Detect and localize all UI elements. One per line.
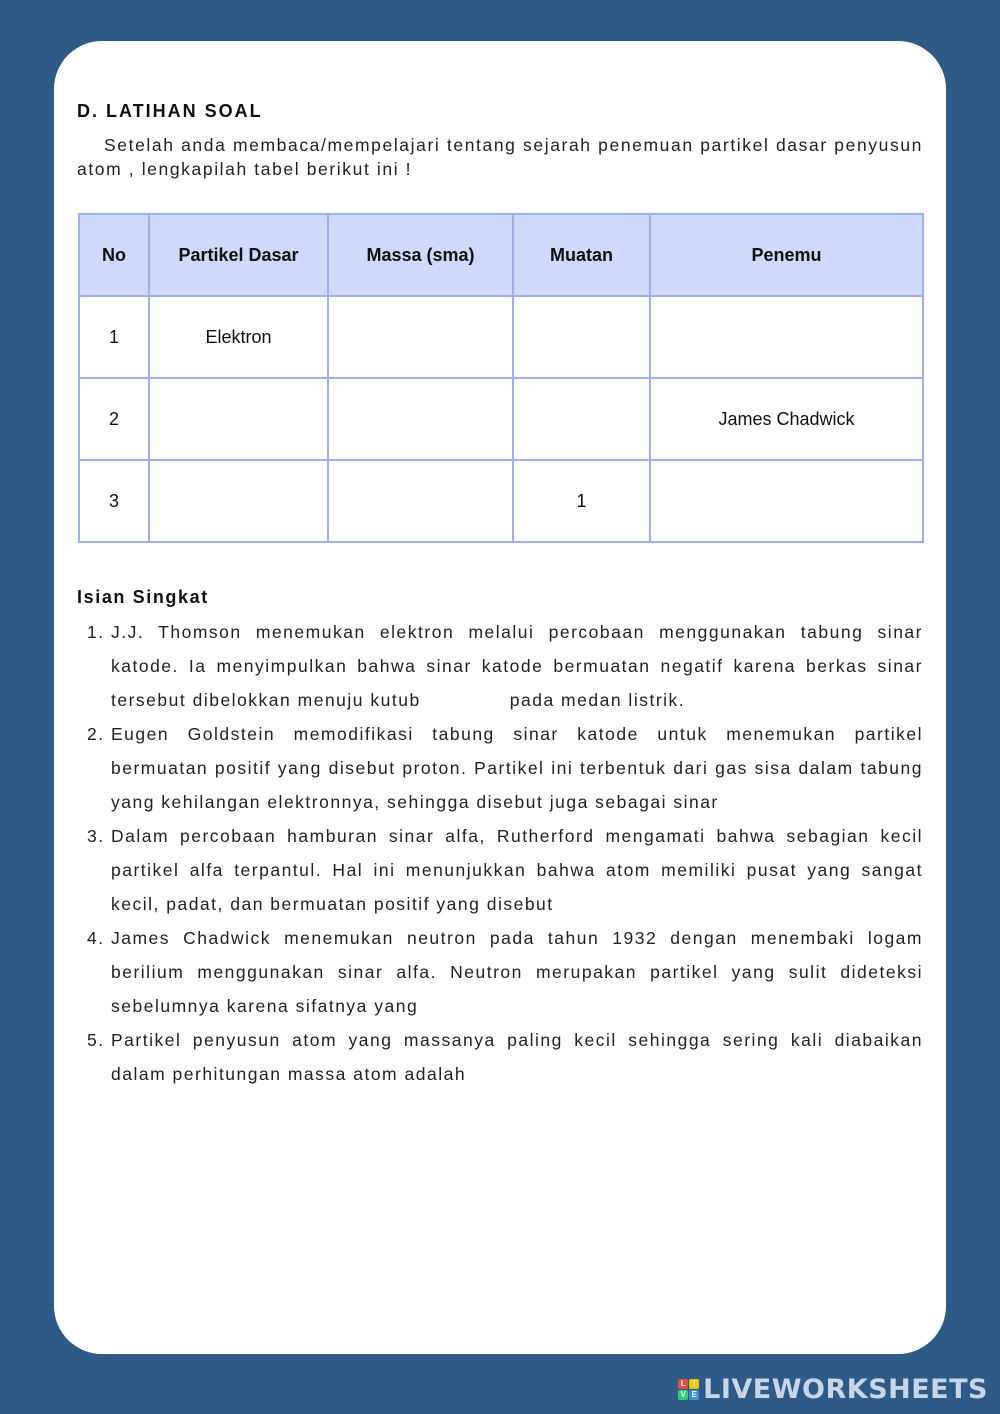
table-header-row — [79, 214, 923, 296]
question-item: 1. J.J. Thomson menemukan elektron melalui percobaan menggunakan tabung sinar katode. Ia menyimpulkan bahwa sinar katode bermuatan negatif karena berkas sinar tersebut dibelokkan menuju kutub pada medan listrik. — [111, 615, 923, 717]
header-mass: Massa (sma) — [328, 214, 513, 296]
question-item: 4. James Chadwick menemukan neutron pada tahun 1932 dengan menembaki logam berilium menggunakan sinar alfa. Neutron merupakan partikel yang sulit dideteksi sebelumnya karena sifatnya yang — [111, 921, 923, 1023]
question-item: 5. Partikel penyusun atom yang massanya paling kecil sehingga sering kali diabaikan dalam perhitungan massa atom adalah — [111, 1023, 923, 1091]
cell-mass-answer[interactable] — [328, 460, 513, 542]
cell-discoverer-answer[interactable] — [650, 296, 923, 378]
cell-no: 3 — [79, 460, 149, 542]
logo-square: V — [678, 1390, 688, 1400]
table-row — [79, 378, 923, 460]
question-list — [77, 615, 930, 1091]
table-row — [79, 460, 923, 542]
logo-square: I — [689, 1379, 699, 1389]
cell-discoverer-answer[interactable] — [650, 460, 923, 542]
worksheet-card — [54, 41, 946, 1354]
liveworksheets-watermark — [678, 1374, 988, 1404]
header-particle: Partikel Dasar — [149, 214, 328, 296]
question-item: 3. Dalam percobaan hamburan sinar alfa, Rutherford mengamati bahwa sebagian kecil partikel alfa terpantul. Hal ini menunjukkan bahwa atom memiliki pusat yang sangat kecil, padat, dan bermuatan positif yang disebut — [111, 819, 923, 921]
short-answer-title: Isian Singkat — [77, 587, 209, 607]
cell-charge-answer[interactable] — [513, 296, 650, 378]
header-charge: Muatan — [513, 214, 650, 296]
particle-table — [78, 213, 924, 543]
cell-discoverer: James Chadwick — [650, 378, 923, 460]
cell-charge-answer[interactable] — [513, 378, 650, 460]
cell-no: 2 — [79, 378, 149, 460]
header-discoverer: Penemu — [650, 214, 923, 296]
logo-square: E — [689, 1390, 699, 1400]
table-row — [79, 296, 923, 378]
cell-particle: Elektron — [149, 296, 328, 378]
cell-mass-answer[interactable] — [328, 378, 513, 460]
cell-no: 1 — [79, 296, 149, 378]
cell-particle-answer[interactable] — [149, 378, 328, 460]
header-no: No — [79, 214, 149, 296]
cell-charge: 1 — [513, 460, 650, 542]
watermark-text: LIVEWORKSHEETS — [703, 1373, 988, 1405]
intro-paragraph: Setelah anda membaca/mempelajari tentang sejarah penemuan partikel dasar penyusun atom , lengkapilah tabel berikut ini ! — [77, 135, 923, 179]
question-item: 2. Eugen Goldstein memodifikasi tabung sinar katode untuk menemukan partikel bermuatan positif yang disebut proton. Partikel ini terbentuk dari gas sisa dalam tabung yang kehilangan elektronnya, sehingga disebut juga sebagai sinar — [111, 717, 923, 819]
section-title: D. LATIHAN SOAL — [77, 101, 263, 121]
cell-mass-answer[interactable] — [328, 296, 513, 378]
cell-particle-answer[interactable] — [149, 460, 328, 542]
liveworksheets-logo-icon — [678, 1379, 699, 1400]
logo-square: L — [678, 1379, 688, 1389]
